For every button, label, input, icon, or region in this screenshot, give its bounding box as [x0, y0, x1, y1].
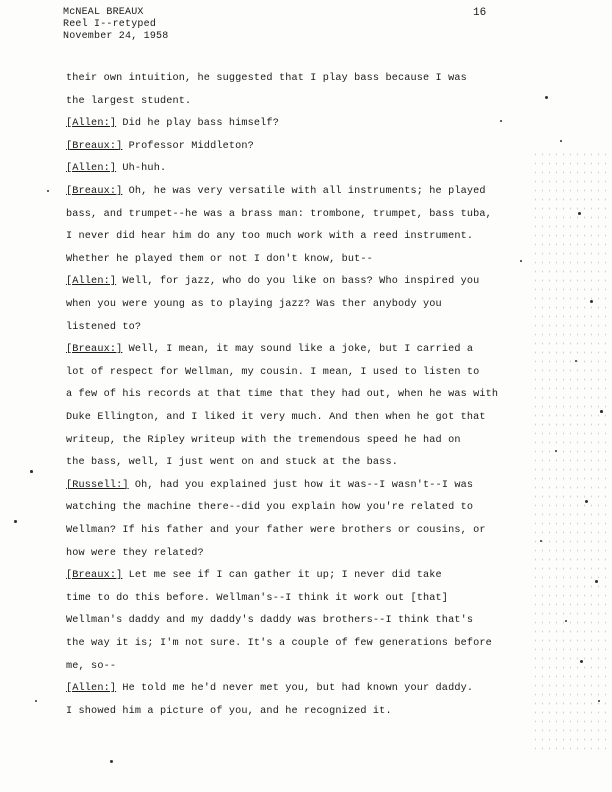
scan-speck [545, 96, 548, 99]
transcript-text: me, so-- [66, 660, 117, 672]
transcript-line [66, 524, 486, 538]
transcript-text: their own intuition, he suggested that I play bass because I was [66, 73, 467, 84]
transcript-line [66, 230, 473, 244]
transcript-line [66, 140, 254, 154]
transcript-text: a few of his records at that time that they had out, when he was with [66, 389, 499, 401]
transcript-text: Well, I mean, it may sound like a joke, but I carried a [122, 344, 474, 356]
interview-date: November 24, 1958 [63, 31, 169, 42]
transcript-line [66, 366, 479, 380]
transcript-text: Professor Middleton? [122, 140, 254, 152]
speaker-label: [Breaux:] [66, 186, 123, 197]
transcript-line [66, 479, 473, 493]
scan-speck [560, 140, 562, 142]
transcript-line [66, 72, 467, 86]
transcript-line [66, 411, 486, 425]
transcript-line [66, 434, 461, 448]
transcript-text: bass, and trumpet--he was a brass man: trombone, trumpet, bass tuba, [66, 208, 492, 220]
transcript-text: lot of respect for Wellman, my cousin. I mean, I used to listen to [66, 366, 480, 378]
transcript-text: Well, for jazz, who do you like on bass? Who inspired you [116, 276, 480, 288]
speaker-label: [Allen:] [66, 163, 117, 175]
transcript-text: I never did hear him do any too much work with a reed instrument. [66, 231, 474, 243]
interviewee-name: McNEAL BREAUX [63, 7, 144, 18]
scan-speck [30, 470, 33, 473]
scan-speck [595, 580, 598, 583]
scan-speck [35, 700, 37, 702]
document-header [63, 7, 168, 43]
transcript-text: Did he play bass himself? [116, 118, 279, 130]
transcript-text: writeup, the Ripley writeup with the tremendous speed he had on [66, 434, 461, 446]
transcript-line [66, 321, 141, 335]
transcript-line [66, 705, 392, 719]
scan-speck [110, 760, 113, 763]
transcript-text: watching the machine there--did you explain how you're related to [66, 502, 474, 514]
transcript-text: Whether he played them or not I don't know, but-- [66, 253, 373, 265]
transcript-line [66, 388, 498, 402]
transcript-text: when you were young as to playing jazz? Was ther anybody you [66, 299, 442, 310]
transcript-line [66, 298, 442, 312]
scan-speck [580, 660, 583, 663]
transcript-line [66, 456, 398, 470]
speaker-label: [Allen:] [66, 118, 117, 130]
transcript-text: Let me see if I can gather it up; I never did take [122, 570, 442, 582]
transcript-text: I showed him a picture of you, and he recognized it. [66, 705, 392, 717]
transcript-line [66, 208, 492, 222]
speaker-label: [Russell:] [66, 479, 129, 491]
speaker-label: [Breaux:] [66, 570, 123, 582]
transcript-line [66, 614, 473, 628]
scan-speck [600, 410, 603, 413]
scan-speck [555, 450, 557, 452]
transcript-line [66, 117, 279, 131]
transcript-text: Uh-huh. [116, 163, 167, 175]
transcript-text: Duke Ellington, and I liked it very much. And then when he got that [66, 412, 486, 423]
transcript-text: the bass, well, I just went on and stuck at the bass. [66, 457, 398, 469]
transcript-text: the way it is; I'm not sure. It's a couple of few generations before [66, 638, 492, 649]
transcript-line [66, 501, 473, 515]
page-number: 16 [473, 7, 487, 19]
transcript-line [66, 682, 473, 696]
scan-speck [500, 120, 502, 122]
transcript-text: Oh, he was very versatile with all instruments; he played [122, 186, 486, 197]
scan-noise [532, 150, 612, 750]
transcript-line [66, 275, 479, 289]
transcript-text: listened to? [66, 321, 142, 333]
scan-speck [578, 212, 581, 215]
transcript-line [66, 592, 448, 606]
transcript-line [66, 569, 442, 583]
transcript-text: time to do this before. Wellman's--I think it work out [that] [66, 592, 449, 604]
transcript-line [66, 343, 473, 357]
transcript-text: Oh, had you explained just how it was--I wasn't--I was [128, 479, 474, 491]
transcript-text: the largest student. [66, 95, 192, 107]
scan-speck [14, 520, 17, 523]
transcript-line [66, 162, 166, 176]
speaker-label: [Allen:] [66, 683, 117, 695]
speaker-label: [Breaux:] [66, 140, 123, 152]
speaker-label: [Allen:] [66, 276, 117, 288]
speaker-label: [Breaux:] [66, 344, 123, 356]
scan-speck [520, 260, 522, 262]
transcript-text: Wellman's daddy and my daddy's daddy was brothers--I think that's [66, 615, 474, 627]
scan-speck [47, 190, 49, 192]
transcript-line [66, 547, 204, 561]
transcript-line [66, 185, 486, 199]
transcript-text: how were they related? [66, 547, 204, 559]
transcript-line [66, 660, 116, 674]
transcript-line [66, 253, 373, 267]
transcript-text: He told me he'd never met you, but had known your daddy. [116, 683, 474, 695]
transcript-line [66, 637, 492, 651]
transcript-text: Wellman? If his father and your father were brothers or cousins, or [66, 525, 486, 536]
transcript-line [66, 95, 191, 109]
scan-speck [585, 500, 588, 503]
reel-label: Reel I--retyped [63, 19, 157, 30]
